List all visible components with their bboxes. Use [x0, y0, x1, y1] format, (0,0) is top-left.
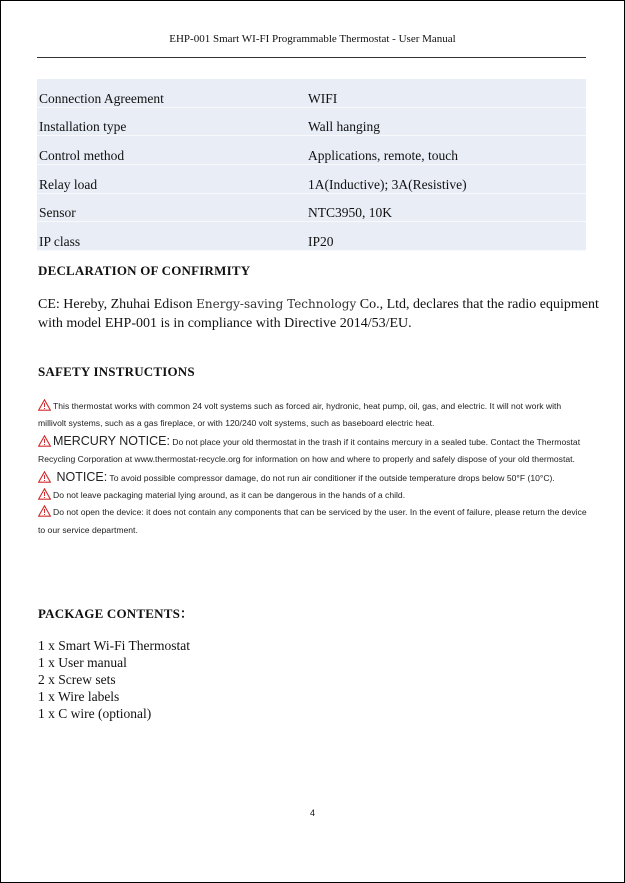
- spec-label: Connection Agreement: [37, 79, 306, 107]
- warning-icon: [38, 399, 51, 411]
- spec-label: Relay load: [37, 165, 306, 194]
- declaration-text: [38, 295, 613, 333]
- declaration-company: Energy-saving Technology: [196, 297, 357, 311]
- warning-icon: [38, 505, 51, 517]
- table-row: [37, 193, 586, 222]
- page-header: EHP-001 Smart WI-FI Programmable Thermostat - User Manual: [169, 33, 456, 45]
- page-number: 4: [309, 808, 315, 818]
- safety-text: Do not leave packaging material lying around, as it can be dangerous in the hands of a child.: [53, 490, 406, 501]
- spec-value: IP20: [306, 222, 586, 251]
- safety-text: To avoid possible compressor damage, do not run air conditioner if the outside temperature drops below 50°F (10°C).: [107, 472, 555, 483]
- safety-item: [38, 469, 588, 487]
- list-item: 1 x Wire labels: [38, 689, 120, 704]
- list-item: 1 x User manual: [38, 655, 127, 670]
- header-rule: [37, 57, 586, 58]
- table-row: [37, 79, 586, 107]
- spec-value: 1A(Inductive); 3A(Resistive): [306, 165, 586, 194]
- spec-value: Wall hanging: [306, 107, 586, 136]
- safety-heading: MERCURY NOTICE:: [53, 433, 170, 448]
- safety-heading: NOTICE:: [53, 469, 108, 484]
- safety-item: [38, 433, 588, 469]
- spec-value: Applications, remote, touch: [306, 136, 586, 165]
- safety-list: [38, 398, 588, 539]
- safety-text: Do not open the device: it does not contain any components that can be serviced by the user. In the event of failure, please return the device to our service department.: [38, 507, 587, 535]
- list-item: 1 x C wire (optional): [38, 706, 152, 721]
- package-list: [38, 637, 190, 722]
- safety-item: [38, 504, 588, 539]
- safety-text: Do not place your old thermostat in the trash if it contains mercury in a sealed tube. Contact the Thermostat Recycling Corporation at www.thermostat-recycle.org for information on how and where to properly and safely dispose of your old thermostat.: [38, 436, 581, 465]
- declaration-text-part: Co., Ltd, declares that the radio equipment with model EHP-001 is in compliance with Directive 2014/53/EU.: [38, 297, 599, 331]
- safety-item: [38, 487, 588, 504]
- table-row: [37, 136, 586, 165]
- table-row: [37, 222, 586, 251]
- spec-value: NTC3950, 10K: [306, 193, 586, 222]
- spec-value: WIFI: [306, 79, 586, 107]
- spec-label: Control method: [37, 136, 306, 165]
- list-item: 1 x Smart Wi-Fi Thermostat: [38, 638, 190, 653]
- list-item: 2 x Screw sets: [38, 672, 116, 687]
- spec-label: IP class: [37, 222, 306, 251]
- warning-icon: [38, 435, 51, 447]
- package-title: PACKAGE CONTENTS：: [38, 606, 194, 621]
- spec-label: Installation type: [37, 107, 306, 136]
- safety-title: SAFETY INSTRUCTIONS: [38, 364, 195, 379]
- safety-item: [38, 398, 588, 433]
- warning-icon: [38, 488, 51, 500]
- spec-label: Sensor: [37, 193, 306, 222]
- declaration-text-part: CE: Hereby, Zhuhai Edison: [38, 297, 197, 312]
- safety-text: This thermostat works with common 24 volt systems such as forced air, hydronic, heat pump, oil, gas, and electric. It will not work with millivolt systems, such as a gas fireplace, or with 120/240 volt systems, such as baseboard electric heat.: [38, 401, 562, 429]
- spec-table: [37, 79, 586, 251]
- warning-icon: [38, 471, 51, 483]
- table-row: [37, 107, 586, 136]
- declaration-title: DECLARATION OF CONFIRMITY: [38, 263, 251, 278]
- table-row: [37, 165, 586, 194]
